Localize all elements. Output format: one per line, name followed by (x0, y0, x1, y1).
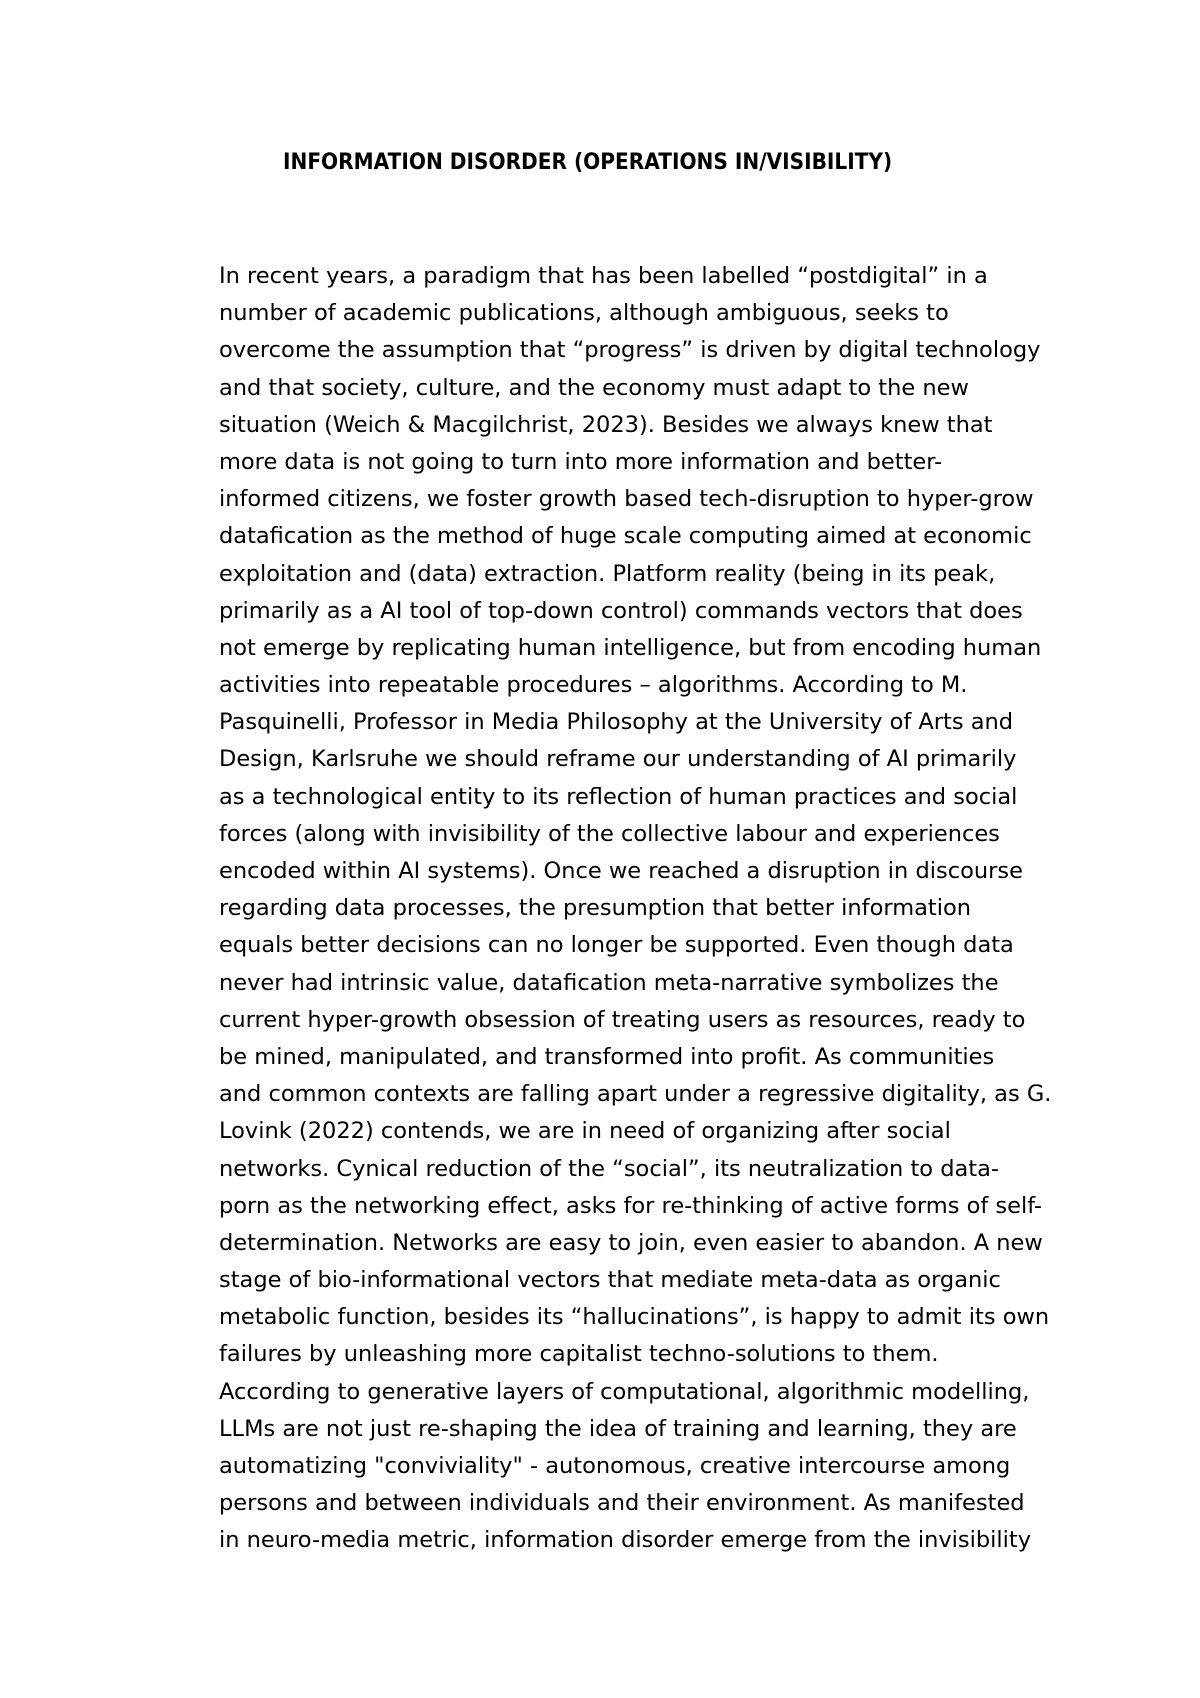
body-line: porn as the networking effect, asks for re-thinking of active forms of self- (219, 1192, 1043, 1219)
body-line: informed citizens, we foster growth based tech-disruption to hyper-grow (219, 486, 1034, 513)
body-line: overcome the assumption that “progress” is driven by digital technology (219, 337, 1041, 364)
body-line: Pasquinelli, Professor in Media Philosophy at the University of Arts and (219, 709, 1014, 736)
body-line: in neuro-media metric, information disorder emerge from the invisibility (219, 1527, 1032, 1554)
body-line: equals better decisions can no longer be supported. Even though data (219, 932, 1014, 959)
body-line: and common contexts are falling apart under a regressive digitality, as G. (219, 1081, 1052, 1108)
body-line: regarding data processes, the presumption that better information (219, 895, 972, 922)
body-line: primarily as a AI tool of top-down control) commands vectors that does (219, 597, 1023, 624)
body-line: more data is not going to turn into more information and better- (219, 448, 943, 475)
body-line: exploitation and (data) extraction. Platform reality (being in its peak, (219, 560, 996, 587)
body-line: networks. Cynical reduction of the “social”, its neutralization to data- (219, 1155, 1000, 1182)
body-line: Design, Karlsruhe we should reframe our understanding of AI primarily (219, 746, 1017, 773)
body-line: stage of bio-informational vectors that mediate meta-data as organic (219, 1267, 1001, 1294)
body-line: current hyper-growth obsession of treating users as resources, ready to (219, 1006, 1026, 1033)
body-line: activities into repeatable procedures – algorithms. According to M. (219, 672, 968, 699)
body-line: encoded within AI systems). Once we reached a disruption in discourse (219, 858, 1023, 884)
body-line: determination. Networks are easy to join, even easier to abandon. A new (219, 1229, 1043, 1256)
body-line: persons and between individuals and their environment. As manifested (219, 1490, 1025, 1517)
document-body (219, 258, 1119, 1560)
body-line: According to generative layers of computational, algorithmic modelling, (219, 1378, 1030, 1405)
body-line: never had intrinsic value, datafication meta-narrative symbolizes the (219, 969, 999, 996)
body-line: In recent years, a paradigm that has been labelled “postdigital” in a (219, 263, 988, 289)
document-title: INFORMATION DISORDER (OPERATIONS IN/VISIBILITY) (283, 150, 893, 175)
body-line: forces (along with invisibility of the collective labour and experiences (219, 820, 1000, 847)
body-line: Lovink (2022) contends, we are in need of organizing after social (219, 1118, 951, 1145)
body-line: datafication as the method of huge scale computing aimed at economic (219, 523, 1032, 550)
body-line: situation (Weich & Macgilchrist, 2023). Besides we always knew that (219, 411, 993, 438)
body-line: number of academic publications, although ambiguous, seeks to (219, 300, 949, 327)
body-line: automatizing "conviviality" - autonomous, creative intercourse among (219, 1453, 1011, 1479)
body-line: metabolic function, besides its “hallucinations”, is happy to admit its own (219, 1304, 1050, 1331)
body-line: not emerge by replicating human intelligence, but from encoding human (219, 634, 1042, 661)
body-line: and that society, culture, and the economy must adapt to the new (219, 374, 969, 401)
body-line: LLMs are not just re-shaping the idea of training and learning, they are (219, 1415, 1017, 1442)
body-line: failures by unleashing more capitalist techno-solutions to them. (219, 1341, 939, 1368)
body-line: as a technological entity to its reflection of human practices and social (219, 783, 1018, 810)
body-line: be mined, manipulated, and transformed into profit. As communities (219, 1043, 995, 1070)
